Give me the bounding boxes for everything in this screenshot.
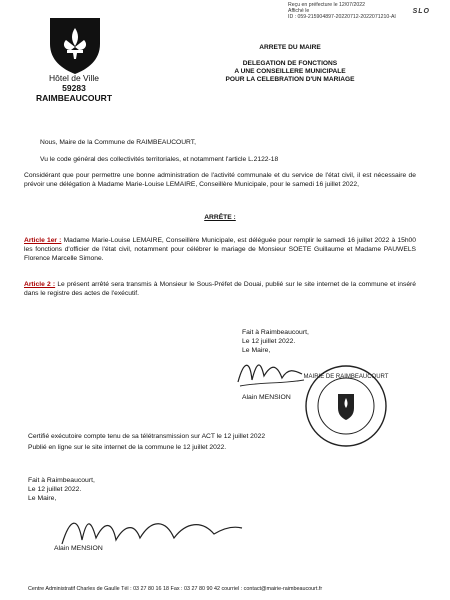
signature-2-name: Alain MENSION [54, 545, 103, 552]
signature-1-date: Le 12 juillet 2022. [242, 338, 296, 345]
signature-1-name: Alain MENSION [242, 394, 291, 401]
arrete-heading: ARRÊTE : [204, 214, 236, 221]
signature-1-place: Fait à Raimbeaucourt, [242, 329, 309, 336]
receipt-line-2: Affiché le [288, 8, 310, 15]
subtitle-line-3: POUR LA CELEBRATION D'UN MARIAGE [225, 76, 355, 83]
article-2 [24, 280, 416, 298]
article-1-label: Article 1er : [24, 237, 62, 244]
document-title: ARRETE DU MAIRE [259, 44, 321, 51]
article-1-text: Madame Marie-Louise LEMAIRE, Conseillère Municipale, est déléguée pour remplir le samedi 16 juillet 2022 à 15h00 les fonctions d'officier de l'état civil, notamment pour célébrer le mariage de Monsieur SOETE Guillaume et Madame PAUWELS Florence Marcelle Simone. [24, 237, 416, 263]
sender-line-1: Hôtel de Ville [49, 73, 99, 83]
signature-block-1 [242, 328, 309, 355]
subtitle-line-1: DELEGATION DE FONCTIONS [242, 60, 338, 67]
footer-contact: Centre Administratif Charles de Gaulle Tél : 03 27 80 16 18 Fax : 03 27 80 90 42 courriel : contact@mairie-raimbeaucourt.fr [28, 586, 323, 592]
slo-logo: SLO [412, 8, 430, 15]
document-subtitle [180, 60, 400, 84]
sender-line-2: 59283 RAIMBEAUCOURT [35, 83, 113, 103]
vu-line: Vu le code général des collectivités territoriales, et notamment l'article L.2122-18 [40, 156, 279, 163]
signature-2-role: Le Maire, [28, 495, 57, 502]
article-1 [24, 236, 416, 264]
signature-block-2 [28, 476, 95, 503]
handwritten-signature-1 [230, 352, 310, 392]
receipt-line-1: Reçu en préfecture le 12/07/2022 [288, 2, 366, 8]
subtitle-line-2: A UNE CONSEILLERE MUNICIPALE [234, 68, 346, 75]
certification-line-1: Certifié exécutoire compte tenu de sa télétransmission sur ACT le 12 juillet 2022 [28, 433, 266, 440]
receipt-line-3: ID : 059-215904897-20220712-2022071210-AI [288, 14, 396, 21]
signature-2-place: Fait à Raimbeaucourt, [28, 477, 95, 484]
signature-1-role: Le Maire, [242, 347, 271, 354]
signature-2-date: Le 12 juillet 2022. [28, 486, 82, 493]
seal-text: MAIRIE DE RAIMBEAUCOURT [303, 374, 389, 380]
prefecture-receipt-stamp [288, 2, 448, 21]
article-2-text: Le présent arrêté sera transmis à Monsieur le Sous-Préfet de Douai, publié sur le site internet de la commune et inséré dans le registre des actes de l'exécutif. [24, 281, 416, 298]
considerant-paragraph: Considérant que pour permettre une bonne administration de l'activité communale et du service de l'état civil, il est nécessaire de prévoir une délégation à Madame Marie-Louise LEMAIRE, Conseillère Municipale, pour le samedi 16 juillet 2022, [24, 172, 416, 189]
intro-line: Nous, Maire de la Commune de RAIMBEAUCOURT, [40, 139, 196, 146]
sender-block [24, 73, 124, 103]
article-2-label: Article 2 : [24, 281, 56, 288]
coat-of-arms-icon [44, 14, 106, 76]
certification-line-2: Publié en ligne sur le site internet de la commune le 12 juillet 2022. [28, 444, 227, 451]
